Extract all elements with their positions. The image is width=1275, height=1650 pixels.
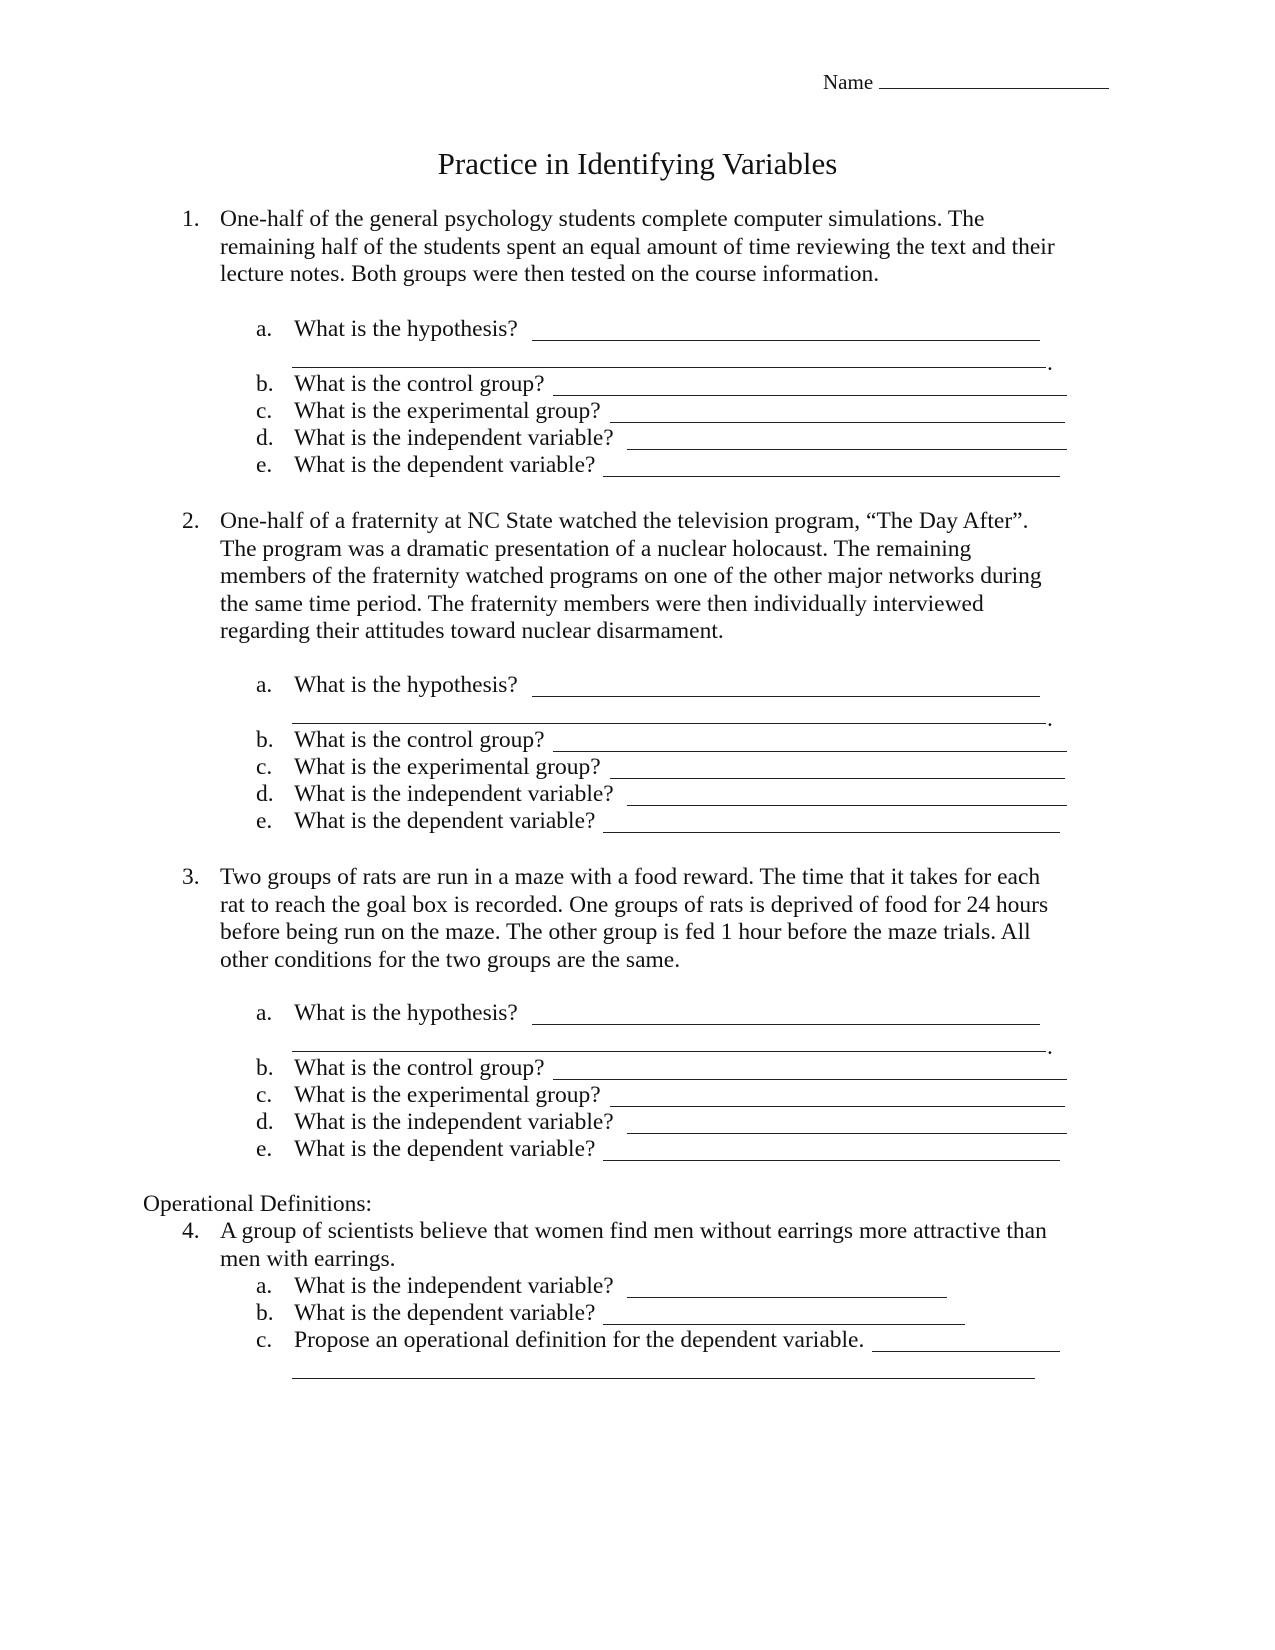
- sub-text: What is the control group?: [294, 727, 545, 753]
- sub-letter: d.: [256, 425, 274, 451]
- sub-letter: a.: [256, 672, 273, 698]
- text-line: other conditions for the two groups are the same.: [220, 946, 681, 973]
- sub-text: What is the experimental group?: [294, 754, 601, 780]
- text-line: lecture notes. Both groups were then tested on the course information.: [220, 261, 880, 287]
- text-line: One-half of the general psychology students complete computer simulations. The: [220, 206, 985, 232]
- sub-letter: e.: [256, 808, 273, 834]
- sub-question: [256, 452, 595, 479]
- sub-question: [256, 398, 601, 425]
- sub-text: What is the independent variable?: [294, 425, 614, 451]
- answer-line[interactable]: [610, 422, 1065, 423]
- answer-line[interactable]: [603, 1160, 1060, 1161]
- sub-question: [256, 727, 545, 754]
- name-label: Name: [823, 70, 874, 94]
- answer-line[interactable]: [553, 1079, 1067, 1080]
- sub-letter: d.: [256, 1109, 274, 1135]
- sub-text: What is the hypothesis?: [294, 316, 518, 342]
- sub-text: What is the hypothesis?: [294, 672, 518, 698]
- question-text: [220, 864, 1048, 974]
- sub-question: [256, 1082, 601, 1109]
- text-line: before being run on the maze. The other group is fed 1 hour before the maze trials. All: [220, 919, 1031, 945]
- answer-line[interactable]: [532, 340, 1040, 341]
- question-number: 2.: [182, 508, 200, 534]
- sub-text: What is the hypothesis?: [294, 1000, 518, 1026]
- sub-question: [256, 316, 518, 343]
- answer-line[interactable]: [553, 395, 1067, 396]
- sub-text: What is the dependent variable?: [294, 452, 596, 478]
- answer-line[interactable]: [603, 476, 1060, 477]
- sub-question: [256, 1300, 595, 1327]
- text-line: regarding their attitudes toward nuclear disarmament.: [220, 618, 724, 644]
- text-line: remaining half of the students spent an equal amount of time reviewing the text and their: [220, 233, 1055, 260]
- question-number: 1.: [182, 206, 200, 232]
- sub-question: [256, 781, 614, 808]
- period: .: [1047, 1034, 1053, 1060]
- sub-question: [256, 672, 518, 699]
- text-line: Two groups of rats are run in a maze with a food reward. The time that it takes for each: [220, 864, 1041, 890]
- sub-question: [256, 1273, 614, 1300]
- answer-line[interactable]: [532, 696, 1040, 697]
- sub-letter: a.: [256, 316, 273, 342]
- sub-letter: c.: [256, 754, 273, 780]
- text-line: The program was a dramatic presentation of a nuclear holocaust. The remaining: [220, 535, 972, 562]
- text-line: A group of scientists believe that women find men without earrings more attractive than: [220, 1218, 1047, 1244]
- answer-line[interactable]: [532, 1024, 1040, 1025]
- sub-text: What is the dependent variable?: [294, 1136, 596, 1162]
- sub-question: [256, 425, 614, 452]
- name-field: [823, 70, 1109, 95]
- sub-letter: a.: [256, 1000, 273, 1026]
- sub-letter: c.: [256, 1082, 273, 1108]
- answer-line[interactable]: [292, 723, 1046, 724]
- sub-text: What is the control group?: [294, 371, 545, 397]
- sub-text: What is the dependent variable?: [294, 1300, 596, 1326]
- question-number: 4.: [182, 1218, 200, 1244]
- answer-line[interactable]: [292, 1378, 1035, 1379]
- sub-question: [256, 1055, 545, 1082]
- sub-question: [256, 1136, 595, 1163]
- sub-question: [256, 371, 545, 398]
- sub-letter: b.: [256, 1055, 274, 1081]
- sub-letter: d.: [256, 781, 274, 807]
- sub-letter: a.: [256, 1273, 273, 1299]
- name-blank[interactable]: [879, 87, 1109, 89]
- question-text: [220, 1218, 1047, 1273]
- sub-text: What is the independent variable?: [294, 1109, 614, 1135]
- sub-letter: c.: [256, 398, 273, 424]
- question-text: [220, 508, 1042, 646]
- period: .: [1047, 350, 1053, 376]
- sub-letter: c.: [256, 1327, 273, 1353]
- answer-line[interactable]: [627, 449, 1067, 450]
- answer-line[interactable]: [553, 751, 1067, 752]
- sub-text: Propose an operational definition for the dependent variable.: [294, 1327, 865, 1353]
- answer-line[interactable]: [603, 1324, 965, 1325]
- sub-question: [256, 1109, 614, 1136]
- period: .: [1047, 706, 1053, 732]
- sub-letter: b.: [256, 371, 274, 397]
- question-text: [220, 206, 1055, 289]
- text-line: members of the fraternity watched programs on one of the other major networks during: [220, 563, 1042, 589]
- answer-line[interactable]: [292, 367, 1046, 368]
- sub-question: [256, 808, 595, 835]
- sub-letter: b.: [256, 727, 274, 753]
- answer-line[interactable]: [610, 1106, 1065, 1107]
- section-heading: Operational Definitions:: [143, 1191, 373, 1217]
- answer-line[interactable]: [627, 1133, 1067, 1134]
- sub-text: What is the independent variable?: [294, 1273, 614, 1299]
- question-number: 3.: [182, 864, 200, 890]
- text-line: men with earrings.: [220, 1245, 396, 1272]
- sub-question: [256, 1327, 864, 1354]
- answer-line[interactable]: [610, 778, 1065, 779]
- text-line: the same time period. The fraternity members were then individually interviewed: [220, 590, 984, 617]
- sub-question: [256, 754, 601, 781]
- sub-letter: b.: [256, 1300, 274, 1326]
- answer-line[interactable]: [292, 1051, 1046, 1052]
- sub-text: What is the independent variable?: [294, 781, 614, 807]
- answer-line[interactable]: [627, 1297, 947, 1298]
- page-title: Practice in Identifying Variables: [437, 146, 838, 181]
- sub-text: What is the control group?: [294, 1055, 545, 1081]
- text-line: One-half of a fraternity at NC State watched the television program, “The Day After”.: [220, 508, 1029, 534]
- sub-text: What is the dependent variable?: [294, 808, 596, 834]
- sub-letter: e.: [256, 1136, 273, 1162]
- answer-line[interactable]: [627, 805, 1067, 806]
- sub-text: What is the experimental group?: [294, 398, 601, 424]
- text-line: rat to reach the goal box is recorded. One groups of rats is deprived of food for 24 hours: [220, 891, 1049, 918]
- answer-line[interactable]: [872, 1351, 1060, 1352]
- sub-letter: e.: [256, 452, 273, 478]
- sub-text: What is the experimental group?: [294, 1082, 601, 1108]
- answer-line[interactable]: [603, 832, 1060, 833]
- sub-question: [256, 1000, 518, 1027]
